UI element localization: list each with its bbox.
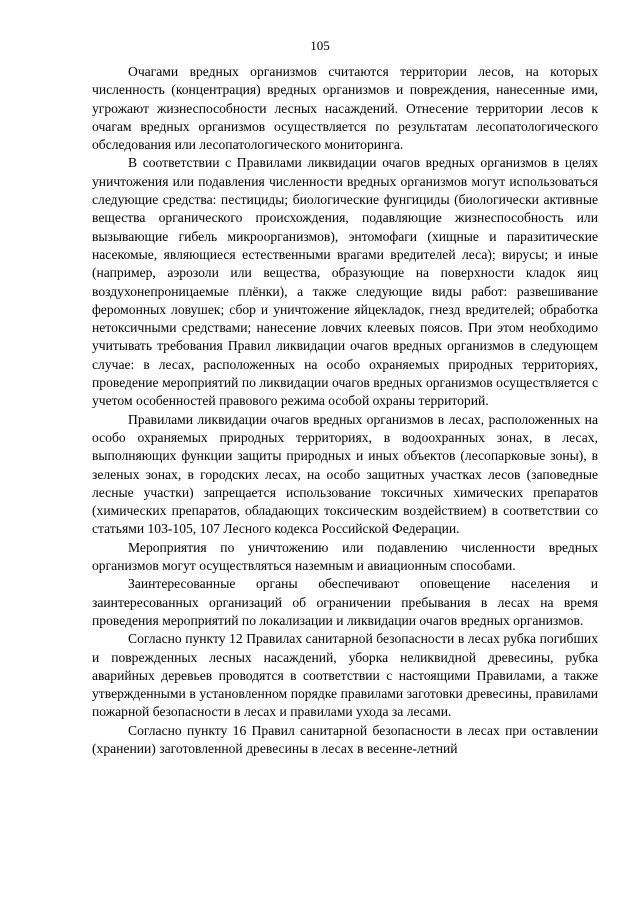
paragraph-control-methods: Мероприятия по уничтожению или подавлению численности вредных организмов могут осуществляться наземным и авиационным способами. (92, 539, 598, 574)
paragraph-wood-storage: Согласно пункту 16 Правил санитарной безопасности в лесах при оставлении (хранении) заготовленной древесины в лесах в весенне-летний (92, 722, 598, 756)
body-text (92, 63, 598, 758)
paragraph-toxic-chemicals-ban: Правилами ликвидации очагов вредных организмов в лесах, расположенных на особо охраняемых природных территориях, в водоохранных зонах, в лесах, выполняющих функции защиты природных и иных объектов (лесопарковые зоны), в зеленых зонах, в городских лесах, на особо защитных участках лесов (заповедные лесные участки) запрещается использование токсичных химических препаратов (химических препаратов, обладающих токсическим воздействием) в соответствии со статьями 103-105, 107 Лесного кодекса Российской Федерации. (92, 411, 598, 537)
paragraph-harmful-organism-foci: Очагами вредных организмов считаются территории лесов, на которых численность (концентрация) вредных организмов и повреждения, нанесенные ими, угрожают жизнеспособности лесных насаждений. Отнесение территории лесов к очагам вредных организмов осуществляется по результатам лесопатологического обследования или лесопатологического мониторинга. (92, 64, 598, 153)
paragraph-control-means: В соответствии с Правилами ликвидации очагов вредных организмов в целях уничтожения или подавления численности вредных организмов могут использоваться следующие средства: пестициды; биологические фунгициды (биологически активные вещества органического происхождения, подавляющие жизнеспособность или вызывающие гибель микроорганизмов), энтомофаги (хищные и паразитические насекомые, являющиеся естественными врагами вредителей леса); вирусы; и иные (например, аэрозоли или вещества, образующие на поверхности кладок яиц воздухонепроницаемые плёнки), а также следующие виды работ: развешивание феромонных ловушек; сбор и уничтожение яйцекладок, гнезд вредителей; обработка нетоксичными средствами; нанесение ловчих клеевых поясов. При этом необходимо учитывать требования Правил ликвидации очагов вредных организмов в следующем случае: в лесах, расположенных на особо охраняемых природных территориях, проведение мероприятий по ликвидации очагов вредных организмов осуществляется с учетом особенностей правового режима особой охраны территорий. (92, 155, 598, 409)
paragraph-public-notification: Заинтересованные органы обеспечивают оповещение населения и заинтересованных организаций об ограничении пребывания в лесах на время проведения мероприятий по локализации и ликвидации очагов вредных организмов. (92, 576, 598, 628)
paragraph-sanitary-felling: Согласно пункту 12 Правилах санитарной безопасности в лесах рубка погибших и поврежденных лесных насаждений, уборка неликвидной древесины, рубка аварийных деревьев проводятся в соответствии с настоящими Правилами, а также утвержденными в установленном порядке правилами заготовки древесины, правилами пожарной безопасности в лесах и правилами ухода за лесами. (92, 631, 598, 720)
page-number: 105 (310, 38, 330, 53)
